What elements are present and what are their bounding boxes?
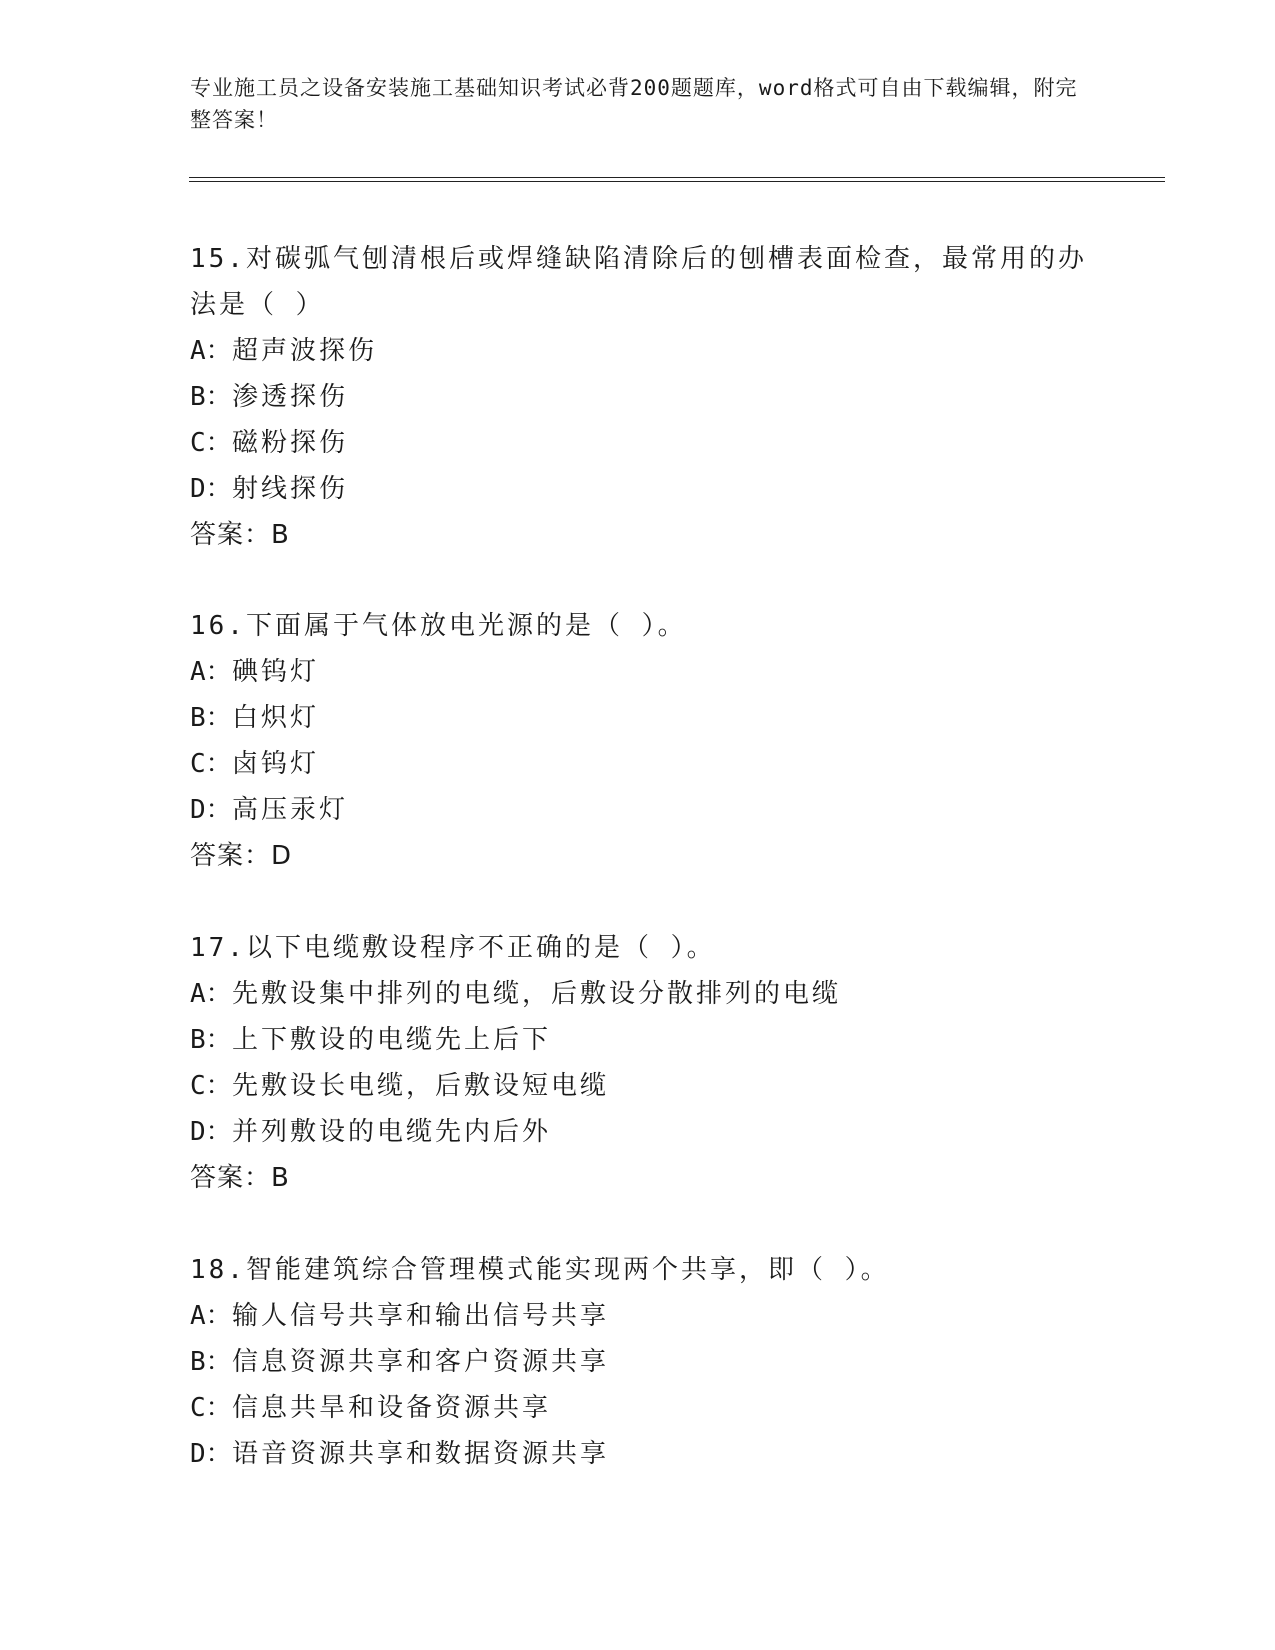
option-text: 语音资源共享和数据资源共享 bbox=[232, 1439, 610, 1469]
option-text: 超声波探伤 bbox=[232, 336, 378, 366]
option-text: 射线探伤 bbox=[232, 474, 349, 504]
option-b bbox=[190, 1339, 1090, 1385]
option-d bbox=[190, 787, 1090, 833]
option-b bbox=[190, 374, 1090, 420]
option-text: 高压汞灯 bbox=[232, 795, 349, 825]
option-a bbox=[190, 971, 1090, 1017]
question-title: 16.下面属于气体放电光源的是（ ）。 bbox=[190, 611, 687, 641]
option-c bbox=[190, 741, 1090, 787]
option-key: C： bbox=[190, 428, 232, 458]
header-divider-top bbox=[189, 177, 1165, 178]
option-text: 先敷设集中排列的电缆，后敷设分散排列的电缆 bbox=[232, 979, 842, 1009]
question-16 bbox=[190, 603, 1090, 879]
option-c bbox=[190, 420, 1090, 466]
option-key: B： bbox=[190, 703, 232, 733]
question-15 bbox=[190, 236, 1090, 558]
option-c bbox=[190, 1063, 1090, 1109]
option-d bbox=[190, 1431, 1090, 1477]
option-d bbox=[190, 1109, 1090, 1155]
option-key: C： bbox=[190, 1071, 232, 1101]
question-17 bbox=[190, 925, 1090, 1201]
option-d bbox=[190, 466, 1090, 512]
option-a bbox=[190, 1293, 1090, 1339]
option-text: 信息资源共享和客户资源共享 bbox=[232, 1347, 610, 1377]
option-key: C： bbox=[190, 749, 232, 779]
option-key: B： bbox=[190, 1347, 232, 1377]
option-key: B： bbox=[190, 1025, 232, 1055]
document-header: 专业施工员之设备安装施工基础知识考试必背200题题库，word格式可自由下载编辑，附完整答案！ bbox=[190, 76, 1078, 132]
option-key: D： bbox=[190, 474, 232, 504]
option-a bbox=[190, 328, 1090, 374]
question-title: 15.对碳弧气刨清根后或焊缝缺陷清除后的刨槽表面检查，最常用的办法是（ ） bbox=[190, 244, 1087, 320]
option-text: 碘钨灯 bbox=[232, 657, 320, 687]
option-key: D： bbox=[190, 1439, 232, 1469]
header-divider-bottom bbox=[189, 181, 1165, 182]
option-text: 并列敷设的电缆先内后外 bbox=[232, 1117, 552, 1147]
option-key: A： bbox=[190, 336, 232, 366]
answer-line: 答案：D bbox=[190, 841, 293, 871]
option-key: B： bbox=[190, 382, 232, 412]
option-key: A： bbox=[190, 979, 232, 1009]
option-b bbox=[190, 695, 1090, 741]
question-title: 18.智能建筑综合管理模式能实现两个共享，即（ ）。 bbox=[190, 1255, 890, 1285]
option-text: 渗透探伤 bbox=[232, 382, 349, 412]
option-c bbox=[190, 1385, 1090, 1431]
option-key: D： bbox=[190, 795, 232, 825]
option-text: 上下敷设的电缆先上后下 bbox=[232, 1025, 552, 1055]
option-b bbox=[190, 1017, 1090, 1063]
option-text: 白炽灯 bbox=[232, 703, 320, 733]
answer-line: 答案：B bbox=[190, 520, 290, 550]
option-key: A： bbox=[190, 1301, 232, 1331]
option-a bbox=[190, 649, 1090, 695]
option-key: C： bbox=[190, 1393, 232, 1423]
question-title: 17.以下电缆敷设程序不正确的是（ ）。 bbox=[190, 933, 716, 963]
question-18 bbox=[190, 1247, 1090, 1477]
answer-line: 答案：B bbox=[190, 1163, 290, 1193]
option-key: A： bbox=[190, 657, 232, 687]
option-text: 先敷设长电缆，后敷设短电缆 bbox=[232, 1071, 610, 1101]
option-text: 输人信号共享和输出信号共享 bbox=[232, 1301, 610, 1331]
option-text: 信息共旱和设备资源共享 bbox=[232, 1393, 552, 1423]
option-text: 磁粉探伤 bbox=[232, 428, 349, 458]
option-key: D： bbox=[190, 1117, 232, 1147]
option-text: 卤钨灯 bbox=[232, 749, 320, 779]
